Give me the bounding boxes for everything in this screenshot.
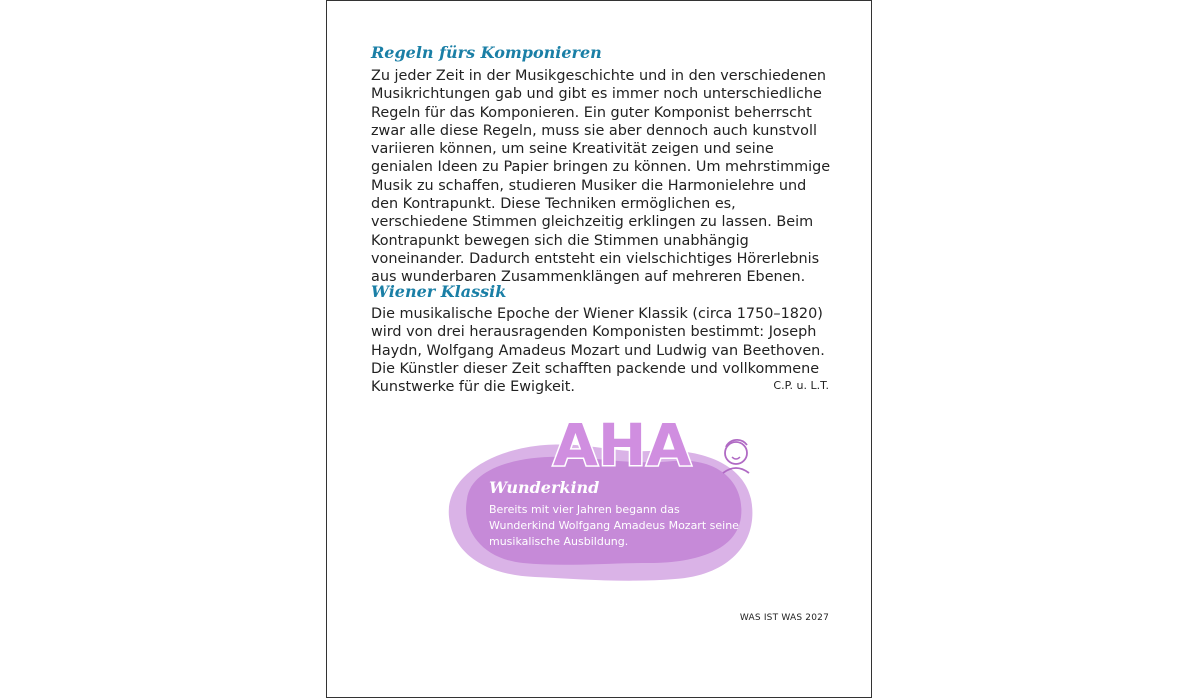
paragraph-regeln-komponieren: Zu jeder Zeit in der Musikgeschichte und in den verschiedenen Musikrichtungen gab und gibt es immer noch unterschiedliche Regeln für das Komponieren. Ein guter Komponist beherrscht zwar alle diese Regeln, muss sie aber dennoch auch kunstvoll variieren können, um seine Kreativität zeigen und seine genialen Ideen zu Papier bringen zu können. Um mehrstimmige Musik zu schaffen, studieren Musiker die Harmonielehre und den Kontrapunkt. Diese Techniken ermöglichen es, verschiedene Stimmen gleichzeitig erklingen zu lassen. Beim Kontrapunkt bewegen sich die Stimmen unabhängig voneinander. Dadurch entsteht ein vielschichtiges Hörerlebnis aus wunderbaren Zusammenklängen auf mehreren Ebenen.: [371, 68, 831, 286]
book-page: [326, 0, 872, 698]
page-footer: WAS IST WAS 2027: [739, 613, 829, 623]
author-credit: C.P. u. L.T.: [773, 379, 829, 392]
aha-logo: AHA: [553, 411, 692, 479]
paragraph-wiener-klassik: Die musikalische Epoche der Wiener Klassik (circa 1750–1820) wird von drei herausragenden Komponisten bestimmt: Joseph Haydn, Wolfgang Amadeus Mozart und Ludwig van Beethoven. Die Künstler dieser Zeit schafften packende und vollkommene Kunstwerke für die Ewigkeit.: [371, 306, 825, 396]
aha-box-graphic: [437, 399, 767, 585]
heading-wiener-klassik: Wiener Klassik: [371, 282, 507, 301]
heading-regeln-komponieren: Regeln fürs Komponieren: [371, 43, 602, 62]
aha-box-text: Bereits mit vier Jahren begann das Wunderkind Wolfgang Amadeus Mozart seine musikalische Ausbildung.: [489, 503, 739, 548]
aha-box-title: Wunderkind: [489, 478, 600, 497]
